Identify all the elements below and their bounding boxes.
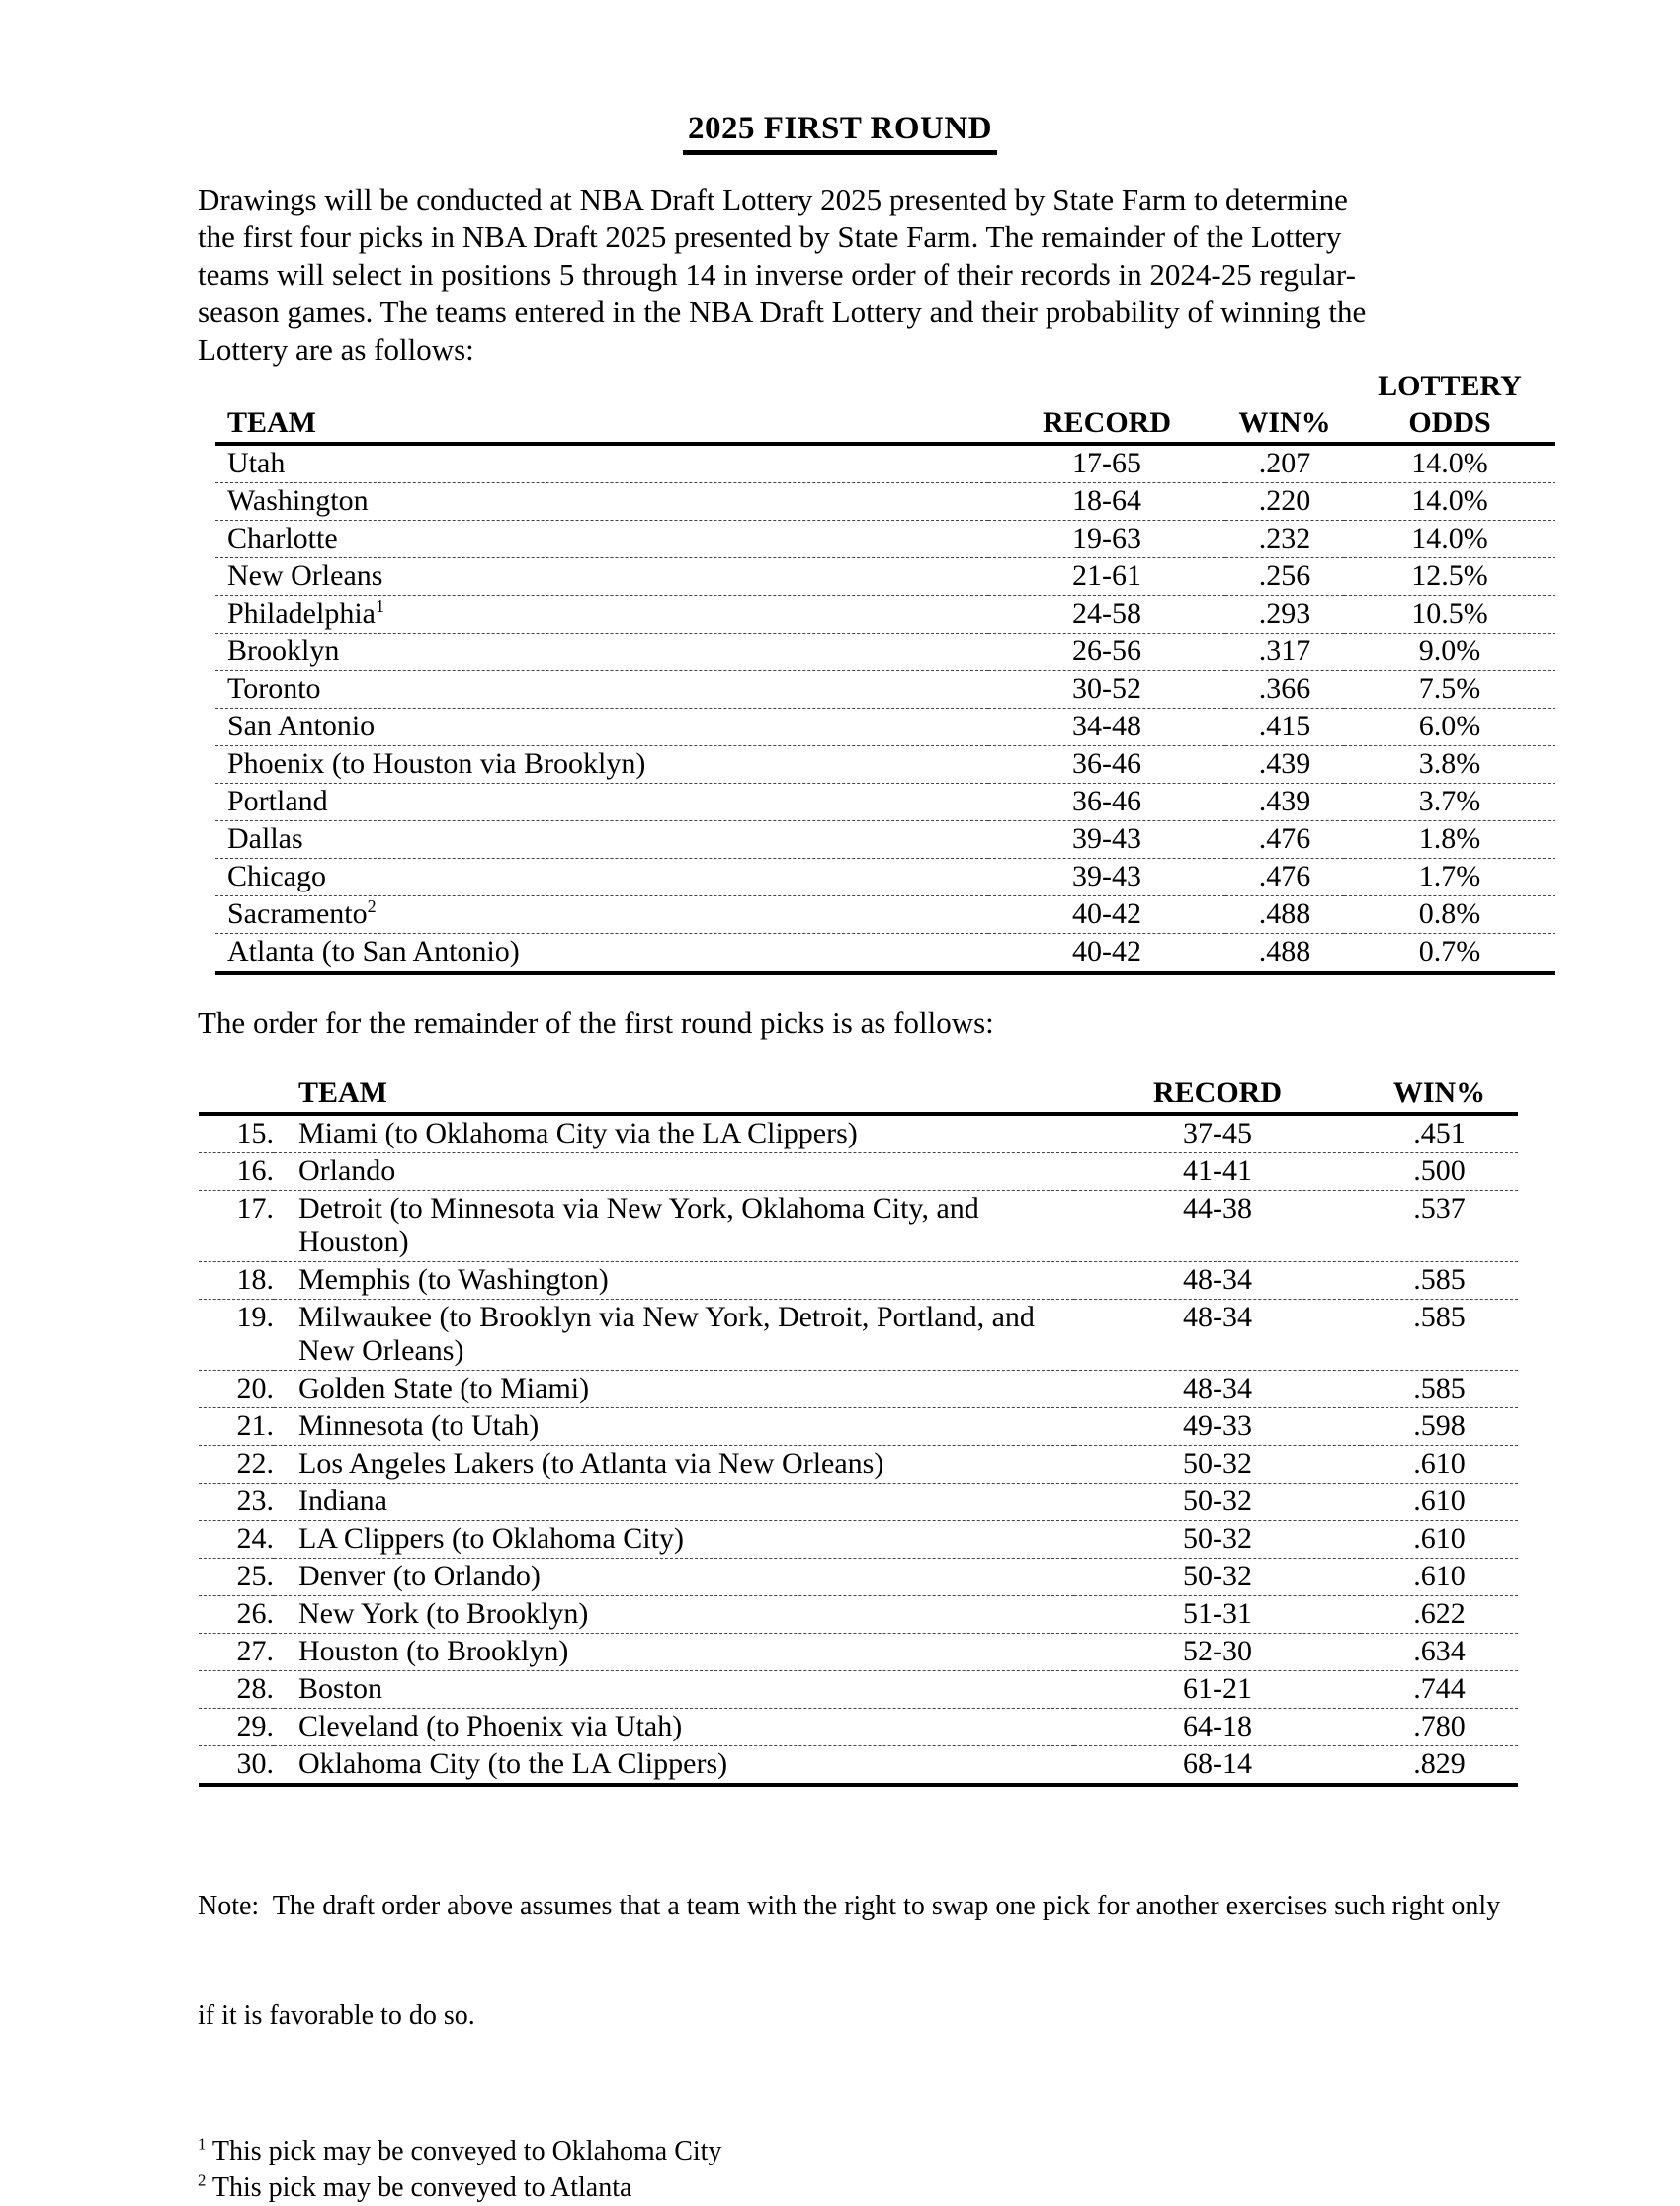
record-cell: 17-65 — [988, 444, 1225, 483]
header-win-pct: WIN% — [1225, 405, 1344, 444]
record-cell: 48-34 — [1074, 1371, 1361, 1408]
team-cell — [274, 1634, 1074, 1671]
team-cell — [215, 896, 988, 934]
remainder-table-row — [199, 1300, 1518, 1371]
win-pct-cell: .598 — [1361, 1408, 1518, 1446]
team-cell — [274, 1596, 1074, 1634]
team-cell — [215, 746, 988, 784]
record-cell: 44-38 — [1074, 1191, 1361, 1262]
record-cell: 52-30 — [1074, 1634, 1361, 1671]
pick-number-cell: 24. — [199, 1521, 274, 1559]
lottery-table-body — [215, 444, 1555, 973]
team-cell — [215, 558, 988, 596]
team-cell — [215, 709, 988, 746]
team-cell — [274, 1114, 1074, 1153]
win-pct-cell: .610 — [1361, 1559, 1518, 1596]
team-cell — [274, 1746, 1074, 1786]
page-title: 2025 FIRST ROUND — [683, 111, 997, 155]
intro-line-1: Drawings will be conducted at NBA Draft Lottery 2025 presented by State Farm to determine — [198, 182, 1348, 216]
lottery-odds-table — [215, 369, 1555, 975]
team-cell — [274, 1484, 1074, 1521]
team-name: Atlanta (to San Antonio) — [227, 935, 520, 968]
record-cell: 68-14 — [1074, 1746, 1361, 1786]
lottery-table-row — [215, 746, 1555, 784]
remainder-table-row — [199, 1153, 1518, 1191]
team-name: Chicago — [227, 860, 326, 892]
pick-number-cell: 21. — [199, 1408, 274, 1446]
team-name: San Antonio — [227, 710, 376, 742]
win-pct-cell: .232 — [1225, 521, 1344, 558]
remainder-table-row — [199, 1559, 1518, 1596]
odds-cell: 3.7% — [1344, 784, 1555, 821]
remainder-table-row — [199, 1746, 1518, 1786]
team-name: Indiana — [298, 1485, 387, 1517]
team-name: Portland — [227, 785, 328, 817]
remainder-table-row — [199, 1262, 1518, 1300]
header-odds: ODDS — [1344, 405, 1555, 444]
remainder-header-row — [199, 1075, 1518, 1114]
record-cell: 50-32 — [1074, 1559, 1361, 1596]
win-pct-cell: .537 — [1361, 1191, 1518, 1262]
header-team: TEAM — [274, 1075, 1074, 1114]
footnote-2 — [198, 2169, 1680, 2206]
team-name: Sacramento — [227, 897, 368, 930]
team-name: Los Angeles Lakers (to Atlanta via New Orleans) — [298, 1447, 884, 1480]
record-cell: 41-41 — [1074, 1153, 1361, 1191]
win-pct-cell: .610 — [1361, 1521, 1518, 1559]
remainder-intro-text: The order for the remainder of the first round picks is as follows: — [198, 1005, 994, 1040]
team-name: New Orleans — [227, 559, 383, 592]
team-name: Oklahoma City (to the LA Clippers) — [298, 1747, 728, 1780]
team-cell — [274, 1671, 1074, 1709]
odds-cell: 14.0% — [1344, 444, 1555, 483]
footnote-1-text: This pick may be conveyed to Oklahoma City — [211, 2136, 722, 2166]
title-row — [0, 0, 1680, 155]
lottery-table-header — [215, 369, 1555, 444]
record-cell: 50-32 — [1074, 1521, 1361, 1559]
record-cell: 39-43 — [988, 859, 1225, 896]
pick-number-cell: 28. — [199, 1671, 274, 1709]
lottery-table-row — [215, 859, 1555, 896]
win-pct-cell: .585 — [1361, 1371, 1518, 1408]
pick-number-cell: 15. — [199, 1114, 274, 1153]
record-cell: 26-56 — [988, 634, 1225, 671]
footnote-2-text: This pick may be conveyed to Atlanta — [211, 2172, 632, 2203]
odds-cell: 6.0% — [1344, 709, 1555, 746]
team-name: Phoenix (to Houston via Brooklyn) — [227, 747, 646, 780]
record-cell: 48-34 — [1074, 1300, 1361, 1371]
record-cell: 50-32 — [1074, 1446, 1361, 1484]
odds-cell: 3.8% — [1344, 746, 1555, 784]
team-name: Utah — [227, 447, 286, 479]
header-record: RECORD — [988, 405, 1225, 444]
team-cell — [215, 784, 988, 821]
remainder-picks-table — [199, 1075, 1518, 1787]
win-pct-cell: .293 — [1225, 596, 1344, 634]
pick-number-cell: 16. — [199, 1153, 274, 1191]
team-name: Washington — [227, 484, 369, 517]
team-name: Milwaukee (to Brooklyn via New York, Detroit, Portland, and — [298, 1301, 1035, 1333]
remainder-table-row — [199, 1114, 1518, 1153]
lottery-table-row — [215, 521, 1555, 558]
record-cell: 64-18 — [1074, 1709, 1361, 1746]
team-cell — [274, 1709, 1074, 1746]
win-pct-cell: .207 — [1225, 444, 1344, 483]
team-cell — [215, 821, 988, 859]
note-line-1: Note: The draft order above assumes that a team with the right to swap one pick for another exercises such right only — [198, 1891, 1501, 1921]
team-cell — [215, 596, 988, 634]
lottery-table-row — [215, 709, 1555, 746]
win-pct-cell: .585 — [1361, 1300, 1518, 1371]
odds-cell: 12.5% — [1344, 558, 1555, 596]
win-pct-cell: .476 — [1225, 859, 1344, 896]
win-pct-cell: .366 — [1225, 671, 1344, 709]
win-pct-cell: .451 — [1361, 1114, 1518, 1153]
team-cell — [215, 859, 988, 896]
remainder-table-row — [199, 1634, 1518, 1671]
team-name-line2: Houston) — [298, 1226, 409, 1258]
lottery-table-row — [215, 896, 1555, 934]
odds-cell: 10.5% — [1344, 596, 1555, 634]
team-cell — [215, 444, 988, 483]
record-cell: 34-48 — [988, 709, 1225, 746]
odds-cell: 14.0% — [1344, 483, 1555, 521]
win-pct-cell: .585 — [1361, 1262, 1518, 1300]
pick-number-cell: 30. — [199, 1746, 274, 1786]
remainder-table-body — [199, 1114, 1518, 1785]
team-name: Boston — [298, 1672, 383, 1705]
team-name: Brooklyn — [227, 635, 340, 667]
team-cell — [274, 1371, 1074, 1408]
team-cell — [274, 1300, 1074, 1371]
win-pct-cell: .488 — [1225, 934, 1344, 974]
record-cell: 39-43 — [988, 821, 1225, 859]
lottery-table-row — [215, 483, 1555, 521]
win-pct-cell: .634 — [1361, 1634, 1518, 1671]
lottery-table-row — [215, 444, 1555, 483]
odds-cell: 0.7% — [1344, 934, 1555, 974]
team-name: LA Clippers (to Oklahoma City) — [298, 1522, 684, 1555]
record-cell: 61-21 — [1074, 1671, 1361, 1709]
record-cell: 40-42 — [988, 896, 1225, 934]
header-record: RECORD — [1074, 1075, 1361, 1114]
lottery-table-row — [215, 821, 1555, 859]
team-cell — [274, 1521, 1074, 1559]
win-pct-cell: .488 — [1225, 896, 1344, 934]
team-cell — [274, 1446, 1074, 1484]
team-name: Dallas — [227, 822, 303, 855]
remainder-table-header — [199, 1075, 1518, 1114]
header-lottery: LOTTERY — [1378, 370, 1522, 402]
team-name: Toronto — [227, 672, 321, 705]
lottery-table-row — [215, 634, 1555, 671]
remainder-table-row — [199, 1596, 1518, 1634]
note-paragraph — [198, 1815, 1680, 2107]
team-name: Houston (to Brooklyn) — [298, 1635, 569, 1667]
footnotes-block — [198, 2133, 1680, 2206]
remainder-table-row — [199, 1521, 1518, 1559]
team-cell — [215, 483, 988, 521]
remainder-table-row — [199, 1709, 1518, 1746]
remainder-table-row — [199, 1191, 1518, 1262]
record-cell: 48-34 — [1074, 1262, 1361, 1300]
pick-number-cell: 17. — [199, 1191, 274, 1262]
team-name: Charlotte — [227, 522, 338, 554]
intro-paragraph — [198, 181, 1680, 369]
record-cell: 50-32 — [1074, 1484, 1361, 1521]
win-pct-cell: .500 — [1361, 1153, 1518, 1191]
footnote-1 — [198, 2133, 1680, 2169]
team-name: Cleveland (to Phoenix via Utah) — [298, 1710, 683, 1742]
odds-cell: 1.7% — [1344, 859, 1555, 896]
intro-line-2: the first four picks in NBA Draft 2025 presented by State Farm. The remainder of the Lottery — [198, 219, 1342, 254]
team-name: Philadelphia — [227, 597, 376, 630]
intro-line-3: teams will select in positions 5 through 14 in inverse order of their records in 2024-25 regular- — [198, 257, 1356, 292]
intro-line-4: season games. The teams entered in the NBA Draft Lottery and their probability of winning the — [198, 295, 1367, 329]
team-name-line2: New Orleans) — [298, 1334, 464, 1367]
pick-number-cell: 25. — [199, 1559, 274, 1596]
team-cell — [274, 1408, 1074, 1446]
remainder-table-row — [199, 1484, 1518, 1521]
record-cell: 19-63 — [988, 521, 1225, 558]
record-cell: 51-31 — [1074, 1596, 1361, 1634]
team-cell — [215, 934, 988, 974]
win-pct-cell: .256 — [1225, 558, 1344, 596]
odds-cell: 7.5% — [1344, 671, 1555, 709]
record-cell: 37-45 — [1074, 1114, 1361, 1153]
lottery-header-row-1 — [215, 369, 1555, 405]
win-pct-cell: .610 — [1361, 1446, 1518, 1484]
team-cell — [215, 634, 988, 671]
win-pct-cell: .476 — [1225, 821, 1344, 859]
lottery-header-row-2 — [215, 405, 1555, 444]
team-name: Minnesota (to Utah) — [298, 1409, 540, 1442]
lottery-table-row — [215, 934, 1555, 974]
pick-number-cell: 27. — [199, 1634, 274, 1671]
record-cell: 36-46 — [988, 784, 1225, 821]
record-cell: 18-64 — [988, 483, 1225, 521]
remainder-table-row — [199, 1671, 1518, 1709]
remainder-table-row — [199, 1408, 1518, 1446]
team-name: Golden State (to Miami) — [298, 1372, 590, 1404]
team-name: Detroit (to Minnesota via New York, Oklahoma City, and — [298, 1192, 979, 1225]
footnote-1-marker: 1 — [198, 2134, 207, 2154]
odds-cell: 1.8% — [1344, 821, 1555, 859]
footnote-marker: 2 — [367, 896, 377, 916]
odds-cell: 9.0% — [1344, 634, 1555, 671]
win-pct-cell: .610 — [1361, 1484, 1518, 1521]
odds-cell: 0.8% — [1344, 896, 1555, 934]
footnote-2-marker: 2 — [198, 2170, 207, 2190]
team-name: Miami (to Oklahoma City via the LA Clippers) — [298, 1117, 858, 1149]
record-cell: 49-33 — [1074, 1408, 1361, 1446]
lottery-table-row — [215, 671, 1555, 709]
win-pct-cell: .780 — [1361, 1709, 1518, 1746]
pick-number-cell: 29. — [199, 1709, 274, 1746]
team-name: New York (to Brooklyn) — [298, 1597, 589, 1630]
intro-line-5: Lottery are as follows: — [198, 332, 474, 367]
header-win-pct: WIN% — [1361, 1075, 1518, 1114]
team-cell — [274, 1559, 1074, 1596]
note-line-2: if it is favorable to do so. — [198, 2000, 475, 2031]
record-cell: 21-61 — [988, 558, 1225, 596]
win-pct-cell: .622 — [1361, 1596, 1518, 1634]
lottery-table-row — [215, 596, 1555, 634]
win-pct-cell: .744 — [1361, 1671, 1518, 1709]
team-name: Memphis (to Washington) — [298, 1263, 609, 1296]
remainder-table-row — [199, 1446, 1518, 1484]
record-cell: 30-52 — [988, 671, 1225, 709]
team-cell — [274, 1191, 1074, 1262]
record-cell: 36-46 — [988, 746, 1225, 784]
win-pct-cell: .439 — [1225, 746, 1344, 784]
win-pct-cell: .317 — [1225, 634, 1344, 671]
odds-cell: 14.0% — [1344, 521, 1555, 558]
team-name: Denver (to Orlando) — [298, 1560, 541, 1592]
pick-number-cell: 18. — [199, 1262, 274, 1300]
win-pct-cell: .439 — [1225, 784, 1344, 821]
pick-number-cell: 19. — [199, 1300, 274, 1371]
win-pct-cell: .829 — [1361, 1746, 1518, 1786]
lottery-table-row — [215, 558, 1555, 596]
footnote-marker: 1 — [375, 596, 384, 616]
win-pct-cell: .415 — [1225, 709, 1344, 746]
team-cell — [274, 1153, 1074, 1191]
lottery-table-row — [215, 784, 1555, 821]
record-cell: 40-42 — [988, 934, 1225, 974]
win-pct-cell: .220 — [1225, 483, 1344, 521]
record-cell: 24-58 — [988, 596, 1225, 634]
remainder-table-row — [199, 1371, 1518, 1408]
pick-number-cell: 20. — [199, 1371, 274, 1408]
team-cell — [215, 521, 988, 558]
team-cell — [274, 1262, 1074, 1300]
header-team: TEAM — [215, 405, 988, 444]
pick-number-cell: 23. — [199, 1484, 274, 1521]
team-name: Orlando — [298, 1154, 396, 1187]
team-cell — [215, 671, 988, 709]
pick-number-cell: 26. — [199, 1596, 274, 1634]
pick-number-cell: 22. — [199, 1446, 274, 1484]
